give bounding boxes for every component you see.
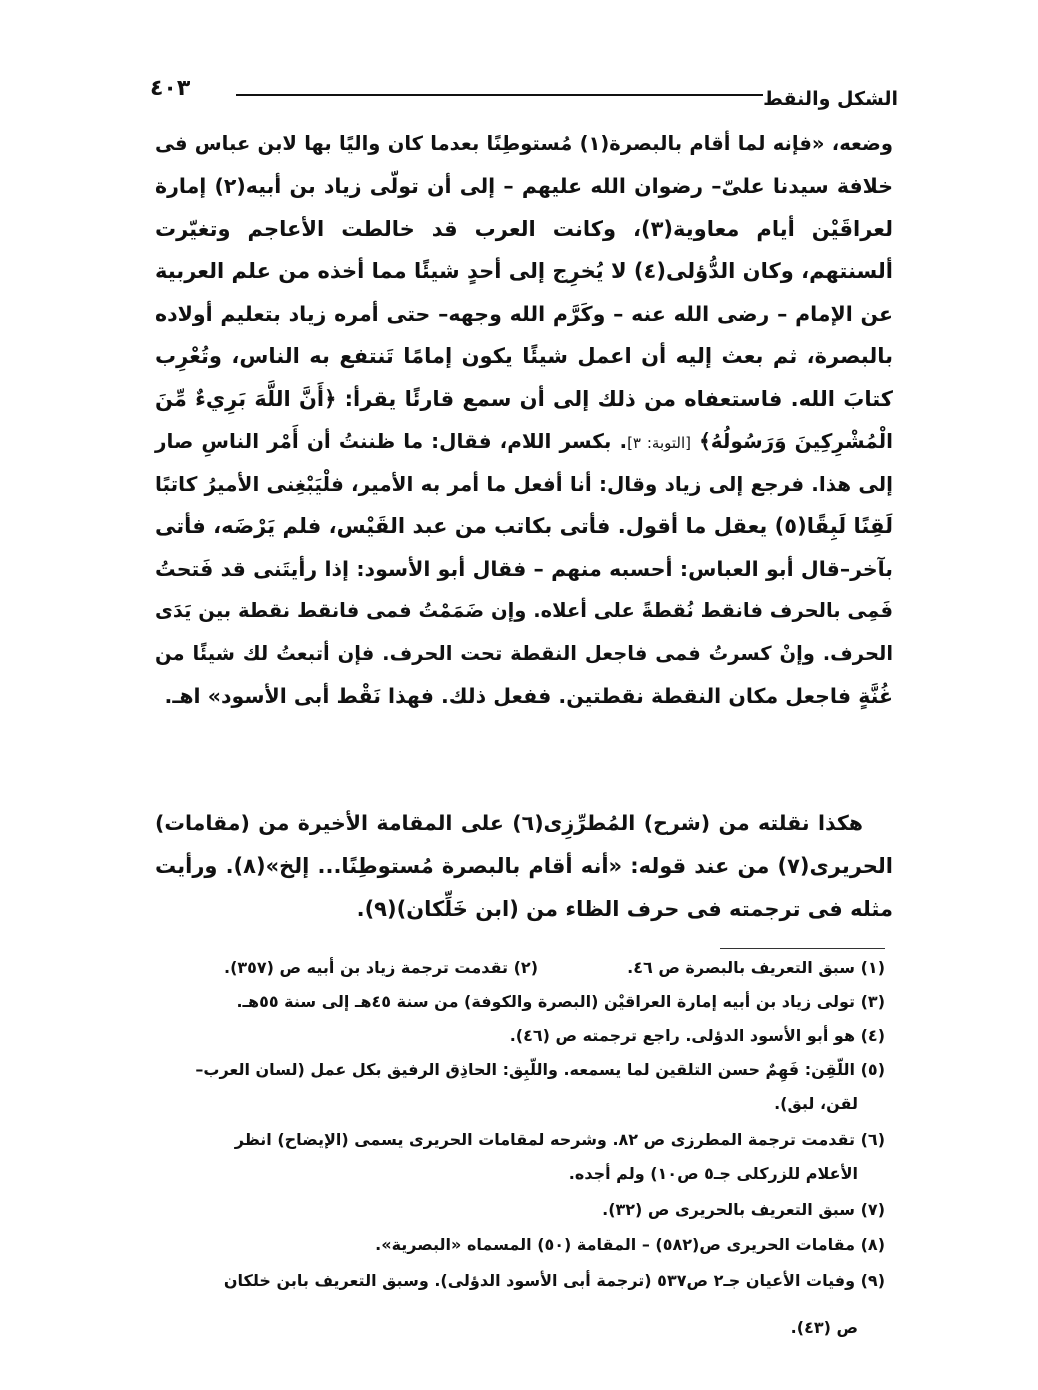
footnote: (٧) سبق التعريف بالحريرى ص (٣٢). <box>602 1200 885 1219</box>
text-segment: . بكسر اللام، فقال: ما ظننتُ أن أَمْر الناسِ صار <box>155 429 628 453</box>
text-line: خلافة سيدنا علىّ– رضوان الله عليهم – إلى أن تولّى زياد بن أبيه(٢) إمارة <box>155 174 894 198</box>
footnote: (٥) اللّقِن: فَهِمٌ حسن التلقين لما يسمعه. واللّبِق: الحاذِق الرفيق بكل عمل (لسان العرب– <box>195 1060 885 1079</box>
page-header <box>150 76 898 116</box>
quran-quote: الْمُشْرِكِينَ وَرَسُولُهُ﴾ <box>699 429 893 453</box>
text-line: غُنَّةٍ فاجعل مكان النقطة نقطتين. ففعل ذلك. فهذا نَقْط أبى الأسود» اهـ. <box>164 684 893 708</box>
footnote: ص (٤٣). <box>790 1318 858 1337</box>
text-line: ألسنتهم، وكان الدُّؤلى(٤) لا يُخرِج إلى أحدٍ شيئًا مما أخذه من علم العربية <box>155 259 893 283</box>
footnote: (١) سبق التعريف بالبصرة ص ٤٦. <box>627 958 885 977</box>
footnote: لقن، لبق). <box>774 1094 858 1113</box>
footnote: (٤) هو أبو الأسود الدؤلى. راجع ترجمته ص (٤٦). <box>509 1026 885 1045</box>
footnote: الأعلام للزركلى جـ٥ ص١٠) ولم أجده. <box>568 1164 858 1183</box>
running-title: الشكل والنقط <box>763 88 898 110</box>
text-line: الحرف. وإنْ كسرتُ فمى فاجعل النقطة تحت الحرف. فإن أتبعتُ لك شيئًا من <box>155 642 893 665</box>
text-line: لَقِنًا لَبِقًا(٥) يعقل ما أقول. فأتى بكاتب من عبد القَيْس، فلم يَرْضَه، فأتى <box>155 514 893 538</box>
text-line: لعراقَيْن أيام معاوية(٣)، وكانت العرب قد خالطت الأعاجم وتغيّرت <box>155 217 894 241</box>
footnote-separator <box>720 948 885 949</box>
footnote: (٢) تقدمت ترجمة زياد بن أبيه ص (٣٥٧). <box>223 958 538 977</box>
text-line: الحريرى(٧) من عند قوله: «أنه أقام بالبصرة مُستوطِنًا... إلخ»(٨). ورأيت <box>155 854 893 878</box>
text-line-quran <box>155 426 893 458</box>
footnote: (٦) تقدمت ترجمة المطرزى ص ٨٢. وشرحه لمقامات الحريرى يسمى (الإيضاح) انظر <box>234 1130 885 1149</box>
footnote: (٩) وفيات الأعيان جـ٢ ص٥٣٧ (ترجمة أبى الأسود الدؤلى). وسبق التعريف بابن خلكان <box>223 1271 885 1290</box>
text-line: عن الإمام – رضى الله عنه – وكَرَّم الله وجهه– حتى أمره زياد بتعليم أولاده <box>155 302 893 326</box>
text-line: بالبصرة، ثم بعث إليه أن اعمل شيئًا يكون إمامًا تَنتفع به الناس، وتُعْرِب <box>155 344 893 368</box>
page-number: ٤٠٣ <box>150 76 191 101</box>
text-line: بآخر–قال أبو العباس: أحسبه منهم – فقال أبو الأسود: إذا رأيتَنى قد فَتحتُ <box>155 557 893 581</box>
text-line: مثله فى ترجمته فى حرف الظاء من (ابن خَلِّكان)(٩). <box>356 897 893 921</box>
quran-reference: [التوبة: ٣] <box>627 434 691 452</box>
text-line: فَمِى بالحرف فانقط نُقطةً على أعلاه. وإن ضَمَمْتُ فمى فانقط نقطة بين يَدَى <box>155 599 893 622</box>
text-line: إلى هذا. فرجع إلى زياد وقال: أنا أفعل ما أمر به الأمير، فلْيَبْغِنى الأميرُ كاتبًا <box>155 472 893 496</box>
text-line: وضعه، «فإنه لما أقام بالبصرة(١) مُستوطِنًا بعدما كان واليًا بها لابن عباس فى <box>155 132 894 155</box>
footnote: (٨) مقامات الحريرى ص(٥٨٢) – المقامة (٥٠) المسماه «البصرية». <box>375 1235 885 1254</box>
text-line: كتابَ الله. فاستعفاه من ذلك إلى أن سمع قارئًا يقرأ: ﴿أَنَّ اللَّهَ بَرِيءٌ مِّنَ <box>155 387 893 411</box>
footnote: (٣) تولى زياد بن أبيه إمارة العراقيْن (البصرة والكوفة) من سنة ٤٥هـ إلى سنة ٥٥هـ. <box>236 992 885 1011</box>
text-line: هكذا نقلته من (شرح) المُطرِّزِى(٦) على المقامة الأخيرة من (مقامات) <box>155 811 863 835</box>
header-rule <box>236 94 763 96</box>
